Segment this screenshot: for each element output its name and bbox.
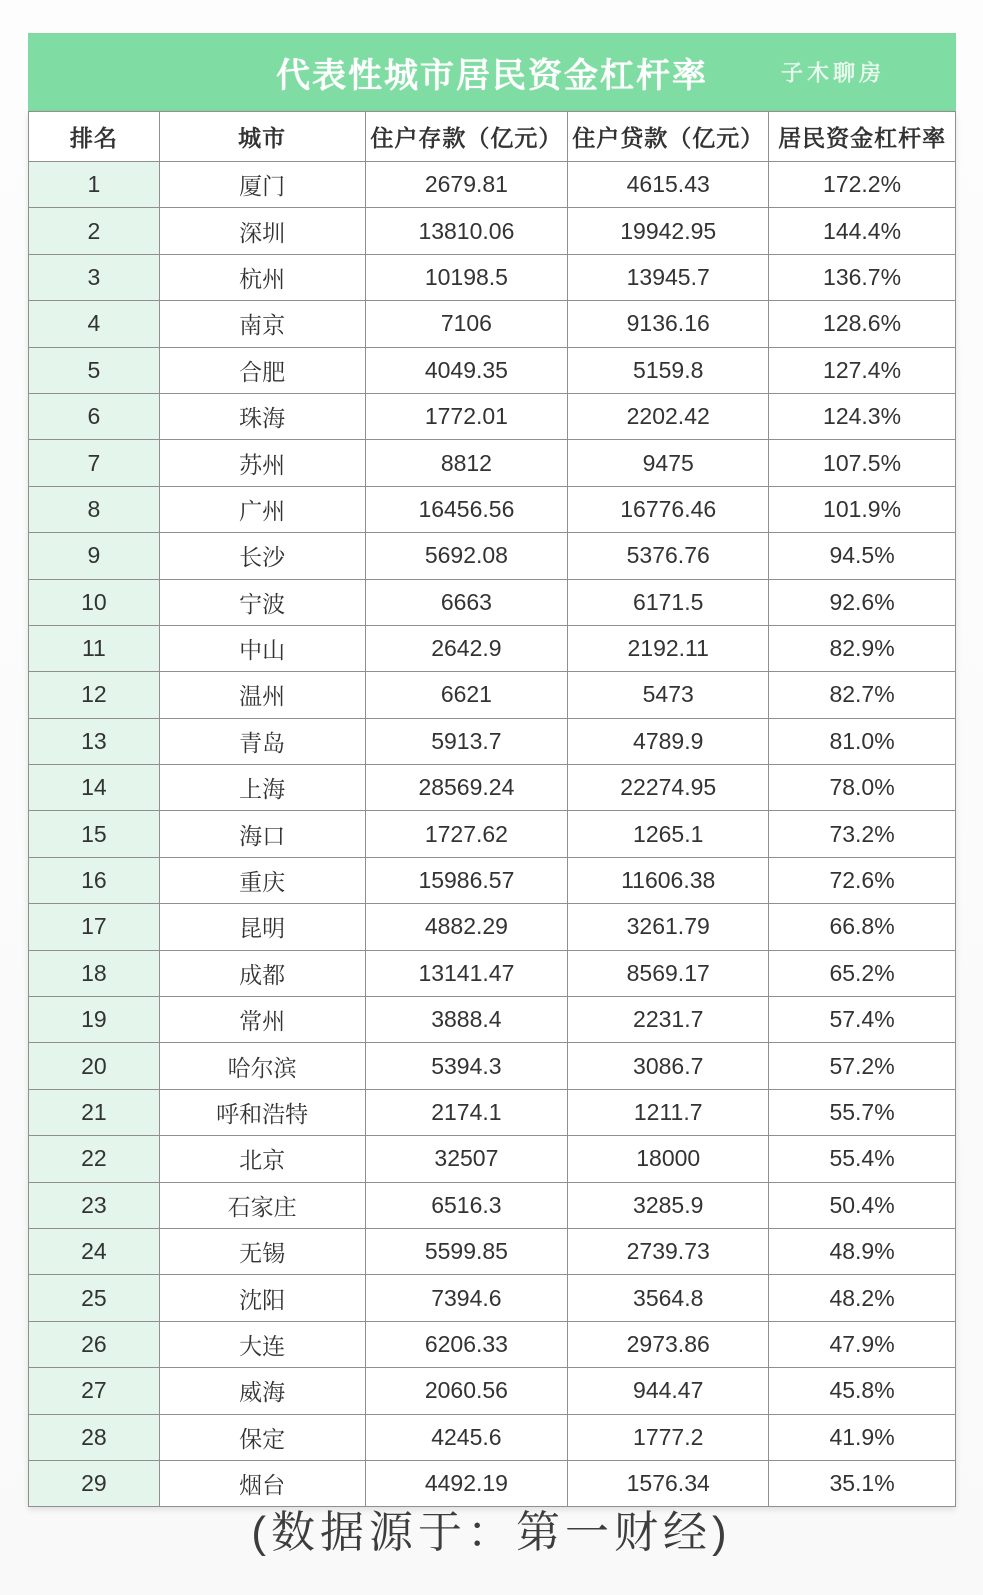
loans-cell: 4615.43 <box>568 162 769 208</box>
rank-cell: 25 <box>29 1275 160 1321</box>
leverage-cell: 94.5% <box>769 533 956 579</box>
title-banner <box>28 33 956 111</box>
city-cell: 威海 <box>159 1368 365 1414</box>
city-cell: 杭州 <box>159 254 365 300</box>
table-row <box>29 208 956 254</box>
deposits-cell: 28569.24 <box>365 765 568 811</box>
rank-cell: 18 <box>29 950 160 996</box>
table-header-row <box>29 112 956 162</box>
table-row <box>29 1136 956 1182</box>
deposits-cell: 16456.56 <box>365 486 568 532</box>
col-header-leverage: 居民资金杠杆率 <box>769 112 956 162</box>
city-cell: 大连 <box>159 1321 365 1367</box>
loans-cell: 1777.2 <box>568 1414 769 1460</box>
deposits-cell: 32507 <box>365 1136 568 1182</box>
loans-cell: 5376.76 <box>568 533 769 579</box>
table-row <box>29 254 956 300</box>
deposits-cell: 15986.57 <box>365 857 568 903</box>
loans-cell: 2192.11 <box>568 625 769 671</box>
deposits-cell: 5913.7 <box>365 718 568 764</box>
city-cell: 海口 <box>159 811 365 857</box>
rank-cell: 1 <box>29 162 160 208</box>
watermark-label: 子木聊房 <box>780 60 885 86</box>
leverage-cell: 82.7% <box>769 672 956 718</box>
table-row <box>29 1228 956 1274</box>
table-row <box>29 950 956 996</box>
deposits-cell: 4492.19 <box>365 1460 568 1506</box>
rank-cell: 22 <box>29 1136 160 1182</box>
city-cell: 长沙 <box>159 533 365 579</box>
city-cell: 成都 <box>159 950 365 996</box>
col-header-rank: 排名 <box>29 112 160 162</box>
rank-cell: 11 <box>29 625 160 671</box>
leverage-cell: 65.2% <box>769 950 956 996</box>
rank-cell: 14 <box>29 765 160 811</box>
table-row <box>29 625 956 671</box>
col-header-loans: 住户贷款（亿元） <box>568 112 769 162</box>
deposits-cell: 8812 <box>365 440 568 486</box>
loans-cell: 5159.8 <box>568 347 769 393</box>
loans-cell: 3285.9 <box>568 1182 769 1228</box>
loans-cell: 4789.9 <box>568 718 769 764</box>
leverage-cell: 82.9% <box>769 625 956 671</box>
loans-cell: 6171.5 <box>568 579 769 625</box>
city-cell: 昆明 <box>159 904 365 950</box>
city-cell: 广州 <box>159 486 365 532</box>
city-cell: 苏州 <box>159 440 365 486</box>
loans-cell: 19942.95 <box>568 208 769 254</box>
city-cell: 青岛 <box>159 718 365 764</box>
city-cell: 沈阳 <box>159 1275 365 1321</box>
city-cell: 呼和浩特 <box>159 1089 365 1135</box>
leverage-cell: 124.3% <box>769 393 956 439</box>
rank-cell: 6 <box>29 393 160 439</box>
table-row <box>29 718 956 764</box>
leverage-cell: 55.4% <box>769 1136 956 1182</box>
city-cell: 保定 <box>159 1414 365 1460</box>
rank-cell: 26 <box>29 1321 160 1367</box>
table-row <box>29 997 956 1043</box>
rank-cell: 23 <box>29 1182 160 1228</box>
table-row <box>29 347 956 393</box>
deposits-cell: 5692.08 <box>365 533 568 579</box>
table-row <box>29 1414 956 1460</box>
rank-cell: 2 <box>29 208 160 254</box>
rank-cell: 12 <box>29 672 160 718</box>
table-row <box>29 765 956 811</box>
leverage-cell: 45.8% <box>769 1368 956 1414</box>
table-row <box>29 162 956 208</box>
loans-cell: 1211.7 <box>568 1089 769 1135</box>
table-row <box>29 393 956 439</box>
deposits-cell: 2060.56 <box>365 1368 568 1414</box>
city-cell: 中山 <box>159 625 365 671</box>
rank-cell: 29 <box>29 1460 160 1506</box>
table-row <box>29 1182 956 1228</box>
rank-cell: 21 <box>29 1089 160 1135</box>
rank-cell: 20 <box>29 1043 160 1089</box>
col-header-city: 城市 <box>159 112 365 162</box>
rank-cell: 10 <box>29 579 160 625</box>
table-row <box>29 811 956 857</box>
table-row <box>29 1043 956 1089</box>
city-cell: 深圳 <box>159 208 365 254</box>
deposits-cell: 13810.06 <box>365 208 568 254</box>
leverage-cell: 55.7% <box>769 1089 956 1135</box>
rank-cell: 28 <box>29 1414 160 1460</box>
table-row <box>29 1275 956 1321</box>
leverage-cell: 48.2% <box>769 1275 956 1321</box>
deposits-cell: 1772.01 <box>365 393 568 439</box>
loans-cell: 1576.34 <box>568 1460 769 1506</box>
deposits-cell: 10198.5 <box>365 254 568 300</box>
table-row <box>29 301 956 347</box>
rank-cell: 9 <box>29 533 160 579</box>
loans-cell: 5473 <box>568 672 769 718</box>
leverage-cell: 35.1% <box>769 1460 956 1506</box>
loans-cell: 3564.8 <box>568 1275 769 1321</box>
page-title: 代表性城市居民资金杠杆率 <box>276 56 708 95</box>
rank-cell: 27 <box>29 1368 160 1414</box>
deposits-cell: 6621 <box>365 672 568 718</box>
deposits-cell: 13141.47 <box>365 950 568 996</box>
rank-cell: 13 <box>29 718 160 764</box>
city-cell: 宁波 <box>159 579 365 625</box>
table-row <box>29 672 956 718</box>
leverage-cell: 48.9% <box>769 1228 956 1274</box>
leverage-cell: 92.6% <box>769 579 956 625</box>
city-cell: 厦门 <box>159 162 365 208</box>
table-row <box>29 857 956 903</box>
city-cell: 珠海 <box>159 393 365 439</box>
deposits-cell: 5394.3 <box>365 1043 568 1089</box>
loans-cell: 8569.17 <box>568 950 769 996</box>
table-row <box>29 486 956 532</box>
rank-cell: 7 <box>29 440 160 486</box>
loans-cell: 9136.16 <box>568 301 769 347</box>
leverage-cell: 66.8% <box>769 904 956 950</box>
table-row <box>29 1089 956 1135</box>
deposits-cell: 7394.6 <box>365 1275 568 1321</box>
loans-cell: 1265.1 <box>568 811 769 857</box>
rank-cell: 16 <box>29 857 160 903</box>
leverage-cell: 73.2% <box>769 811 956 857</box>
leverage-cell: 50.4% <box>769 1182 956 1228</box>
city-cell: 温州 <box>159 672 365 718</box>
city-cell: 南京 <box>159 301 365 347</box>
rank-cell: 3 <box>29 254 160 300</box>
loans-cell: 11606.38 <box>568 857 769 903</box>
deposits-cell: 2174.1 <box>365 1089 568 1135</box>
leverage-cell: 128.6% <box>769 301 956 347</box>
deposits-cell: 6516.3 <box>365 1182 568 1228</box>
leverage-cell: 81.0% <box>769 718 956 764</box>
table-row <box>29 579 956 625</box>
table-row <box>29 1368 956 1414</box>
table-row <box>29 1321 956 1367</box>
leverage-cell: 127.4% <box>769 347 956 393</box>
city-cell: 上海 <box>159 765 365 811</box>
loans-cell: 18000 <box>568 1136 769 1182</box>
deposits-cell: 6663 <box>365 579 568 625</box>
col-header-deposits: 住户存款（亿元） <box>365 112 568 162</box>
table-row <box>29 440 956 486</box>
deposits-cell: 7106 <box>365 301 568 347</box>
deposits-cell: 4882.29 <box>365 904 568 950</box>
leverage-table <box>28 111 956 1507</box>
deposits-cell: 3888.4 <box>365 997 568 1043</box>
leverage-cell: 57.4% <box>769 997 956 1043</box>
deposits-cell: 5599.85 <box>365 1228 568 1274</box>
table-row <box>29 533 956 579</box>
city-cell: 常州 <box>159 997 365 1043</box>
city-cell: 无锡 <box>159 1228 365 1274</box>
table-body <box>29 162 956 1507</box>
loans-cell: 3086.7 <box>568 1043 769 1089</box>
deposits-cell: 4245.6 <box>365 1414 568 1460</box>
rank-cell: 4 <box>29 301 160 347</box>
leverage-cell: 144.4% <box>769 208 956 254</box>
city-cell: 重庆 <box>159 857 365 903</box>
leverage-cell: 172.2% <box>769 162 956 208</box>
deposits-cell: 6206.33 <box>365 1321 568 1367</box>
loans-cell: 2231.7 <box>568 997 769 1043</box>
leverage-cell: 57.2% <box>769 1043 956 1089</box>
city-cell: 烟台 <box>159 1460 365 1506</box>
rank-cell: 15 <box>29 811 160 857</box>
loans-cell: 9475 <box>568 440 769 486</box>
city-cell: 哈尔滨 <box>159 1043 365 1089</box>
city-cell: 合肥 <box>159 347 365 393</box>
rank-cell: 19 <box>29 997 160 1043</box>
deposits-cell: 4049.35 <box>365 347 568 393</box>
loans-cell: 22274.95 <box>568 765 769 811</box>
rank-cell: 8 <box>29 486 160 532</box>
loans-cell: 2739.73 <box>568 1228 769 1274</box>
leverage-cell: 101.9% <box>769 486 956 532</box>
rank-cell: 24 <box>29 1228 160 1274</box>
loans-cell: 3261.79 <box>568 904 769 950</box>
leverage-cell: 78.0% <box>769 765 956 811</box>
leverage-cell: 107.5% <box>769 440 956 486</box>
loans-cell: 2202.42 <box>568 393 769 439</box>
leverage-cell: 136.7% <box>769 254 956 300</box>
loans-cell: 13945.7 <box>568 254 769 300</box>
deposits-cell: 2679.81 <box>365 162 568 208</box>
leverage-cell: 41.9% <box>769 1414 956 1460</box>
source-note: (数据源于：第一财经) <box>251 1508 732 1557</box>
rank-cell: 5 <box>29 347 160 393</box>
table-row <box>29 904 956 950</box>
deposits-cell: 2642.9 <box>365 625 568 671</box>
city-cell: 石家庄 <box>159 1182 365 1228</box>
loans-cell: 2973.86 <box>568 1321 769 1367</box>
leverage-cell: 47.9% <box>769 1321 956 1367</box>
leverage-cell: 72.6% <box>769 857 956 903</box>
loans-cell: 944.47 <box>568 1368 769 1414</box>
city-cell: 北京 <box>159 1136 365 1182</box>
rank-cell: 17 <box>29 904 160 950</box>
loans-cell: 16776.46 <box>568 486 769 532</box>
deposits-cell: 1727.62 <box>365 811 568 857</box>
